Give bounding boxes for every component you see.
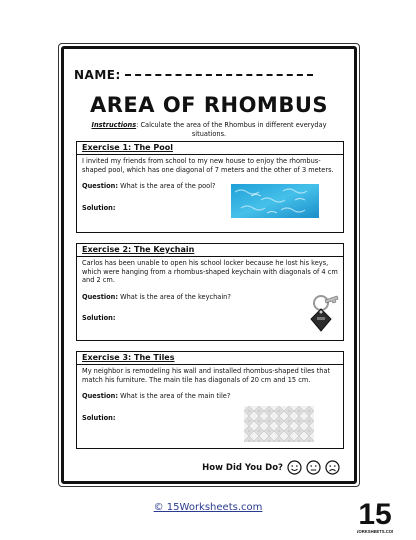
sad-face-icon[interactable] (325, 460, 340, 475)
solution-label: Solution: (82, 413, 116, 422)
copyright-link[interactable]: © 15Worksheets.com (153, 502, 263, 513)
exercise-text: Carlos has been unable to open his school locker because he lost his keys, which were hanging from a rhombus-shaped keychain with diagonals of 4 cm and 2 cm. (82, 259, 338, 285)
question-label: Question: (82, 182, 118, 191)
pool-water-icon (231, 184, 319, 218)
name-row (74, 68, 344, 82)
neutral-face-icon[interactable] (306, 460, 321, 475)
happy-face-icon[interactable] (287, 460, 302, 475)
logo-number: 15 (358, 498, 392, 531)
exercise-title: Exercise 1: The Pool (77, 142, 343, 155)
keychain-icon (307, 294, 341, 334)
worksheet (61, 46, 357, 484)
exercise-1 (76, 141, 344, 233)
logo-text: ORKSHEETS.CO (358, 529, 392, 534)
question (82, 392, 338, 401)
question-text: What is the area of the main tile? (120, 392, 231, 401)
exercise-title: Exercise 2: The Keychain (77, 244, 343, 257)
solution-label: Solution: (82, 203, 116, 212)
question-label: Question: (82, 292, 118, 301)
exercise-3 (76, 351, 344, 449)
tiles-pattern-icon (244, 406, 314, 442)
instructions-label: Instructions (91, 121, 137, 129)
exercise-text: I invited my friends from school to my new house to enjoy the rhombus-shaped pool, which has one diagonal of 7 meters and the other of 3 meters. (82, 157, 334, 174)
exercise-text: My neighbor is remodeling his wall and installed rhombus-shaped tiles that match his furniture. The main tile has diagonals of 20 cm and 15 cm. (82, 367, 331, 384)
question-label: Question: (82, 392, 118, 401)
worksheets-logo (357, 496, 393, 536)
exercise-2 (76, 243, 344, 341)
instructions-text: : Calculate the area of the Rhombus in different everyday situations. (136, 121, 327, 138)
name-label: NAME: (74, 68, 121, 82)
question (82, 293, 338, 302)
exercise-body (77, 257, 343, 323)
exercise-title: Exercise 3: The Tiles (77, 352, 343, 365)
question-text: What is the area of the keychain? (120, 292, 231, 301)
solution (82, 314, 338, 323)
solution-label: Solution: (82, 314, 116, 323)
name-input-line[interactable] (125, 74, 313, 76)
page-title: AREA OF RHOMBUS (89, 93, 329, 117)
feedback-label: How Did You Do? (202, 462, 283, 473)
instructions (82, 121, 336, 138)
feedback-row (202, 460, 340, 475)
question-text: What is the area of the pool? (120, 182, 216, 191)
